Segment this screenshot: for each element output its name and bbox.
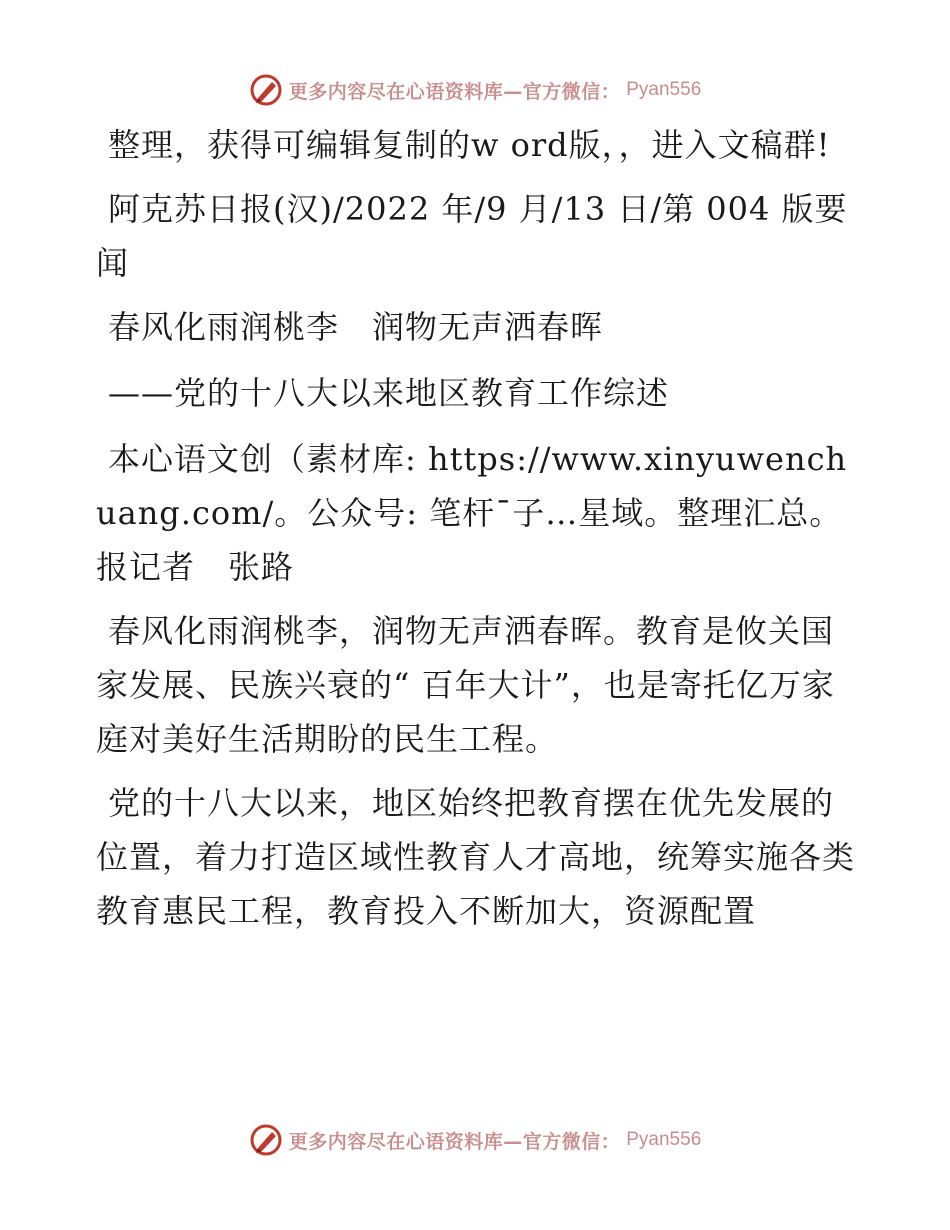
watermark-wechat-id: Pyan556 [626,1129,702,1150]
body-paragraph-1: 春风化雨润桃李，润物无声洒春晖。教育是攸关国家发展、民族兴衰的“ 百年大计”，也是寄托亿万家庭对美好生活期盼的民生工程。 [96,612,835,758]
source-line: 阿克苏日报(汉)/2022 年/9 月/13 日/第 004 版要闻 [96,190,848,282]
article-subtitle: ——党的十八大以来地区教育工作综述 [108,374,670,412]
footer-watermark [0,1120,950,1160]
watermark-text: 更多内容尽在心语资料库—官方微信： [288,1130,621,1153]
watermark-wechat-id: Pyan556 [626,79,702,100]
byline: 本心语文创（素材库: https://www.xinyuwenchuang.com/。公众号: 笔杆¯子…星域。整理汇总。报记者 张路 [96,440,848,586]
watermark-group [249,1123,702,1157]
intro-note: 整理，获得可编辑复制的w ord版，，进入文稿群! [108,126,831,164]
document-body [96,118,856,948]
watermark-text: 更多内容尽在心语资料库—官方微信： [288,80,621,103]
watermark-group [249,73,702,107]
header-watermark [0,70,950,110]
body-paragraph-2: 党的十八大以来，地区始终把教育摆在优先发展的位置，着力打造区域性教育人才高地，统筹实施各类教育惠民工程，教育投入不断加大，资源配置 [96,784,856,930]
pen-logo-icon [249,1123,283,1157]
article-title: 春风化雨润桃李 润物无声洒春晖 [108,308,604,346]
pen-logo-icon [249,73,283,107]
